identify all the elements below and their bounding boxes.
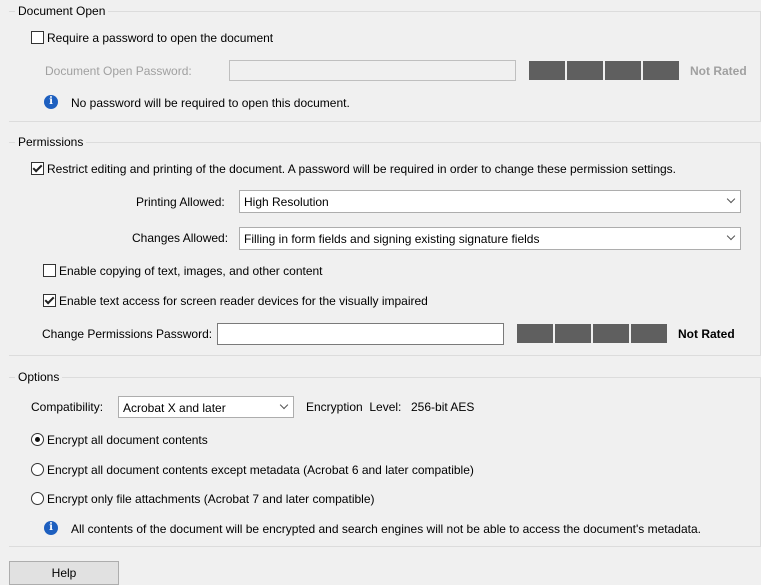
printing-allowed-select[interactable] xyxy=(239,190,741,213)
options-info-text: All contents of the document will be encrypted and search engines will not be able to access the document's metadata. xyxy=(71,522,701,536)
strength-segment xyxy=(643,61,679,80)
info-icon: i xyxy=(44,521,58,535)
compatibility-value: Acrobat X and later xyxy=(123,401,226,415)
encrypt-attachments-radio[interactable] xyxy=(31,492,44,505)
compatibility-label: Compatibility: xyxy=(31,400,104,414)
encryption-level-label: Encryption Level: xyxy=(306,400,402,414)
options-title: Options xyxy=(15,370,62,384)
help-button[interactable]: Help xyxy=(9,561,119,585)
encrypt-all-label[interactable]: Encrypt all document contents xyxy=(47,433,208,447)
enable-copying-checkbox[interactable] xyxy=(43,264,56,277)
encrypt-attachments-label[interactable]: Encrypt only file attachments (Acrobat 7 and later compatible) xyxy=(47,492,375,506)
printing-allowed-label: Printing Allowed: xyxy=(136,195,225,209)
require-password-checkbox[interactable] xyxy=(31,31,44,44)
require-password-label[interactable]: Require a password to open the document xyxy=(47,31,274,45)
encrypt-except-metadata-radio[interactable] xyxy=(31,463,44,476)
change-permissions-password-field[interactable] xyxy=(217,323,504,345)
strength-segment xyxy=(555,324,591,343)
document-open-rating: Not Rated xyxy=(690,64,747,78)
encrypt-all-radio[interactable] xyxy=(31,433,44,446)
strength-segment xyxy=(567,61,603,80)
document-open-info-text: No password will be required to open this document. xyxy=(71,96,350,110)
strength-segment xyxy=(631,324,667,343)
strength-segment xyxy=(517,324,553,343)
info-icon: i xyxy=(44,95,58,109)
changes-allowed-label: Changes Allowed: xyxy=(132,231,229,245)
document-open-password-field[interactable] xyxy=(229,60,516,81)
encrypt-except-metadata-label[interactable]: Encrypt all document contents except metadata (Acrobat 6 and later compatible) xyxy=(47,463,474,477)
enable-copying-label[interactable]: Enable copying of text, images, and other content xyxy=(59,264,323,278)
document-open-password-label: Document Open Password: xyxy=(45,64,192,78)
changes-allowed-value: Filling in form fields and signing existing signature fields xyxy=(244,232,540,246)
restrict-editing-checkbox[interactable] xyxy=(31,162,44,175)
document-open-title: Document Open xyxy=(15,4,108,18)
change-permissions-password-label: Change Permissions Password: xyxy=(42,327,213,341)
strength-segment xyxy=(593,324,629,343)
permissions-rating: Not Rated xyxy=(678,327,735,341)
printing-allowed-value: High Resolution xyxy=(244,195,329,209)
restrict-editing-label[interactable]: Restrict editing and printing of the document. A password will be required in order to change these permission settings. xyxy=(47,162,677,176)
strength-segment xyxy=(605,61,641,80)
screen-reader-checkbox[interactable] xyxy=(43,294,56,307)
screen-reader-label[interactable]: Enable text access for screen reader devices for the visually impaired xyxy=(59,294,428,308)
encryption-level-value: 256-bit AES xyxy=(411,400,475,414)
chevron-down-icon[interactable] xyxy=(724,228,740,249)
chevron-down-icon[interactable] xyxy=(277,397,293,417)
compatibility-select[interactable] xyxy=(118,396,294,418)
document-open-password-strength xyxy=(529,61,681,80)
permissions-title: Permissions xyxy=(15,135,86,149)
strength-segment xyxy=(529,61,565,80)
changes-allowed-select[interactable] xyxy=(239,227,741,250)
permissions-password-strength xyxy=(517,324,669,343)
chevron-down-icon[interactable] xyxy=(724,191,740,212)
